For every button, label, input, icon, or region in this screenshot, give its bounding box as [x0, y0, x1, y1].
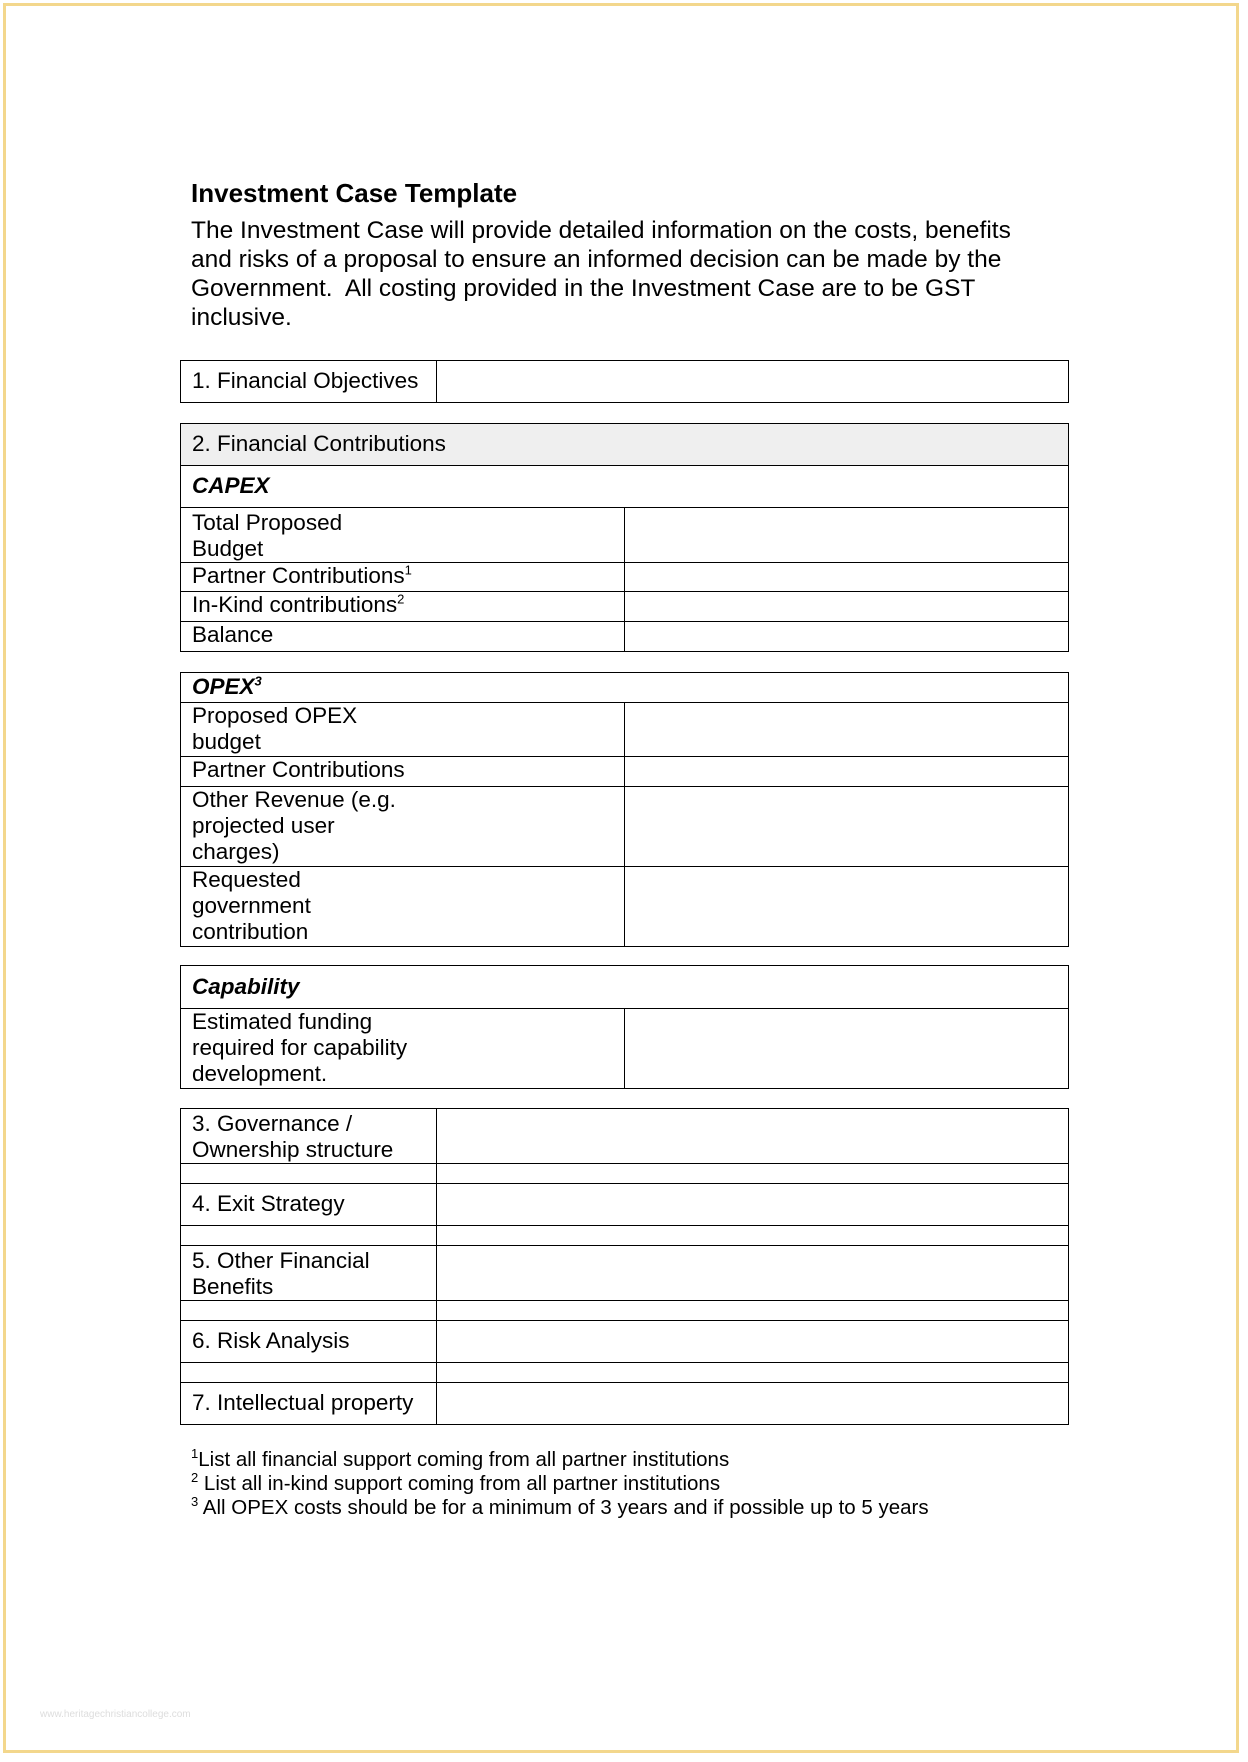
- capex-row-value-cell[interactable]: [625, 563, 1069, 592]
- footnote-ref: 2: [397, 591, 405, 607]
- capex-row-label: Partner Contributions$^1$: [181, 563, 625, 592]
- opex-row-value-cell[interactable]: [625, 787, 1069, 867]
- section-label: 7. Intellectual property: [181, 1383, 437, 1425]
- footnote-ref: 1: [404, 562, 412, 578]
- capex-row-label: Balance: [181, 622, 625, 652]
- spacer-row-cell: [437, 1363, 1069, 1383]
- section-value-cell[interactable]: [437, 1184, 1069, 1226]
- spacer-row-cell: [437, 1164, 1069, 1184]
- capability-row-label: Estimated funding required for capability development.: [181, 1009, 625, 1089]
- capability-heading: Capability: [181, 966, 1069, 1009]
- section-label: 5. Other Financial Benefits: [181, 1246, 437, 1301]
- capex-row-value-cell[interactable]: [625, 622, 1069, 652]
- financial-contributions-table: [180, 423, 1069, 652]
- section-value-cell[interactable]: [437, 1383, 1069, 1425]
- financial-contributions-header: 2. Financial Contributions: [181, 424, 1069, 466]
- financial-objectives-value-cell[interactable]: [437, 361, 1069, 403]
- section-value-cell[interactable]: [437, 1321, 1069, 1363]
- spacer-row-cell: [437, 1301, 1069, 1321]
- section-label: 6. Risk Analysis: [181, 1321, 437, 1363]
- financial-objectives-table: [180, 360, 1069, 403]
- capex-row-label: Total Proposed Budget: [181, 508, 625, 563]
- watermark: www.heritagechristiancollege.com: [40, 1709, 191, 1720]
- spacer-row-cell: [437, 1226, 1069, 1246]
- spacer-row-cell: [181, 1164, 437, 1184]
- section-value-cell[interactable]: [437, 1246, 1069, 1301]
- footnote-mark: 2: [191, 1470, 199, 1486]
- spacer-row-cell: [181, 1301, 437, 1321]
- opex-row-label: Requested government contribution: [181, 867, 625, 947]
- opex-table: [180, 672, 1069, 947]
- footnote: $^3$ All OPEX costs should be for a minimum of 3 years and if possible up to 5 years: [191, 1494, 929, 1519]
- opex-row-value-cell[interactable]: [625, 757, 1069, 787]
- opex-row-value-cell[interactable]: [625, 867, 1069, 947]
- section-label: 4. Exit Strategy: [181, 1184, 437, 1226]
- footnote-ref: 3: [254, 673, 262, 689]
- footnote-mark: 3: [191, 1494, 199, 1510]
- capability-table: [180, 965, 1069, 1089]
- opex-heading: OPEX$^3$: [181, 673, 1069, 703]
- capex-row-value-cell[interactable]: [625, 592, 1069, 622]
- sections-table: [180, 1108, 1069, 1425]
- section-label: 3. Governance / Ownership structure: [181, 1109, 437, 1164]
- opex-row-label: Other Revenue (e.g. projected user charges): [181, 787, 625, 867]
- capex-row-label: In-Kind contributions$^2$: [181, 592, 625, 622]
- opex-row-label: Proposed OPEX budget: [181, 703, 625, 757]
- capex-row-value-cell[interactable]: [625, 508, 1069, 563]
- footnote-mark: 1: [191, 1446, 199, 1462]
- opex-row-label: Partner Contributions: [181, 757, 625, 787]
- capability-row-value-cell[interactable]: [625, 1009, 1069, 1089]
- intro-paragraph: The Investment Case will provide detailed information on the costs, benefits and risks of a proposal to ensure an informed decision can be made by the Government. All costing provided in the Investment Case are to be GST inclusive.: [191, 217, 1011, 331]
- section-value-cell[interactable]: [437, 1109, 1069, 1164]
- footnotes: [191, 1448, 929, 1520]
- spacer-row-cell: [181, 1363, 437, 1383]
- footnote: $^2$ List all in-kind support coming from all partner institutions: [191, 1470, 721, 1495]
- spacer-row-cell: [181, 1226, 437, 1246]
- footnote: $^1$List all financial support coming from all partner institutions: [191, 1446, 730, 1471]
- document-title: Investment Case Template: [191, 178, 518, 208]
- opex-row-value-cell[interactable]: [625, 703, 1069, 757]
- financial-objectives-label: 1. Financial Objectives: [181, 361, 437, 403]
- capex-heading: CAPEX: [181, 466, 1069, 508]
